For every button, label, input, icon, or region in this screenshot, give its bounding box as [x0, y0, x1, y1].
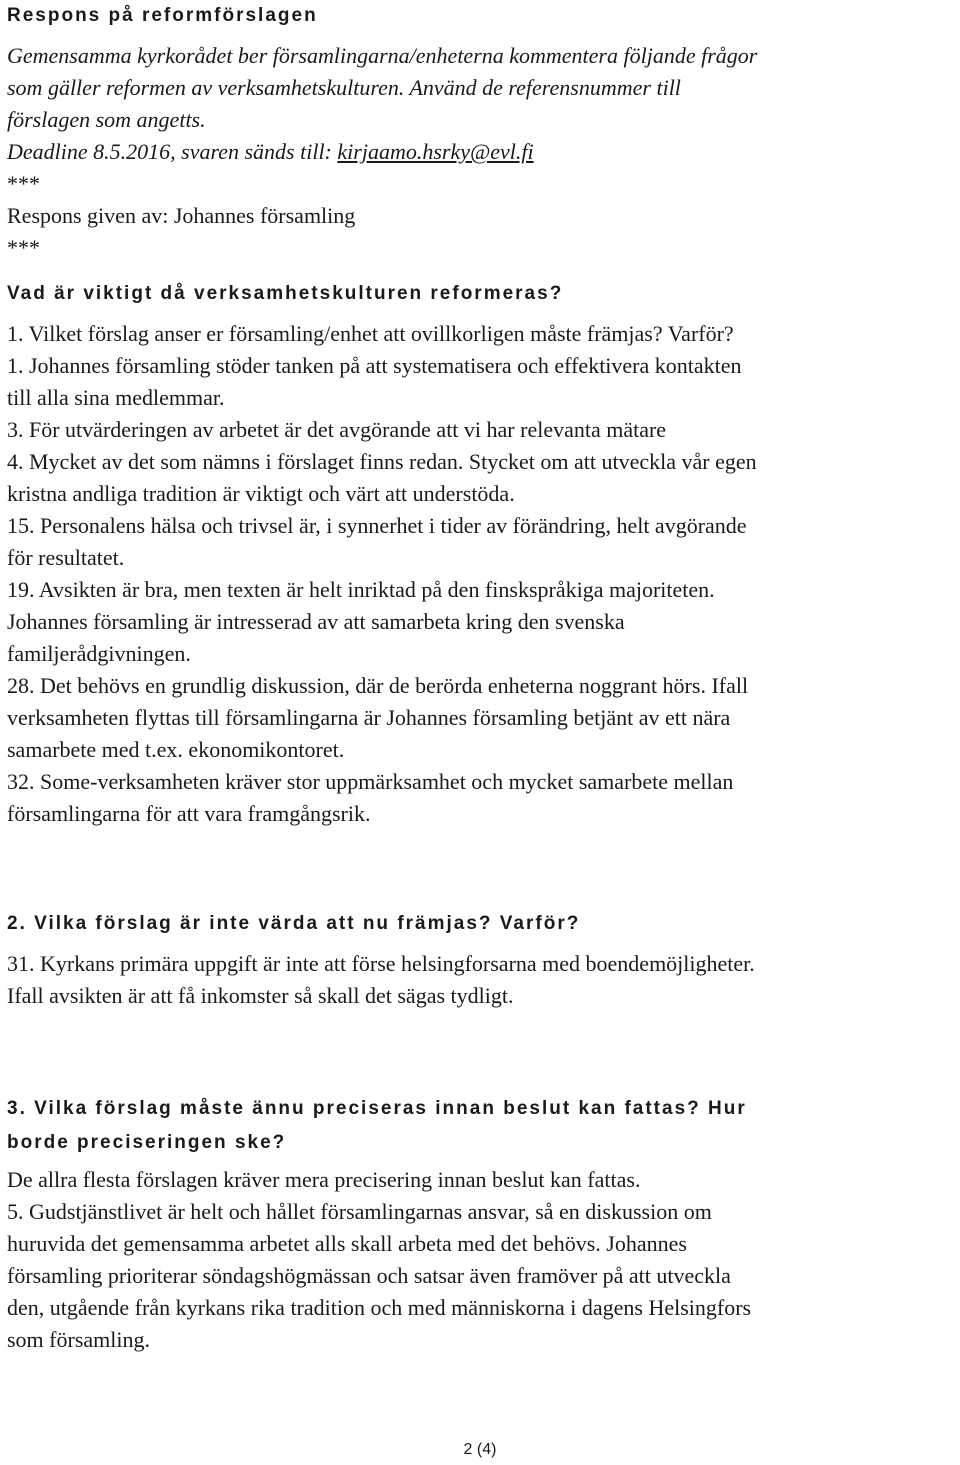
intro-line: som gäller reformen av verksamhetskulturen. Använd de referensnummer till — [7, 75, 681, 100]
deadline-line — [7, 136, 757, 168]
answer-line: 28. Det behövs en grundlig diskussion, där de berörda enheterna noggrant hörs. Ifall — [7, 673, 749, 698]
section3-heading-line: borde preciseringen ske? — [7, 1132, 287, 1153]
answer-line: huruvida det gemensamma arbetet alls skall arbeta med det behövs. Johannes — [7, 1231, 687, 1256]
page-number: 2 (4) — [463, 1441, 497, 1458]
section1-question: 1. Vilket förslag anser er församling/enhet att ovillkorligen måste främjas? Varför? — [7, 321, 734, 346]
answer-line: De allra flesta förslagen kräver mera precisering innan beslut kan fattas. — [7, 1167, 641, 1192]
answer-line: Ifall avsikten är att få inkomster så skall det sägas tydligt. — [7, 983, 514, 1008]
answer-line: församlingarna för att vara framgångsrik. — [7, 801, 371, 826]
answer-line: 4. Mycket av det som nämns i förslaget finns redan. Stycket om att utveckla vår egen — [7, 449, 757, 474]
section2-heading: 2. Vilka förslag är inte värda att nu främjas? Varför? — [7, 913, 581, 934]
answer-line: församling prioriterar söndagshögmässan och satsar även framöver på att utveckla — [7, 1263, 731, 1288]
deadline-text: Deadline 8.5.2016, svaren sänds till: — [7, 139, 338, 164]
answer-line: samarbete med t.ex. ekonomikontoret. — [7, 737, 345, 762]
answer-line: kristna andliga tradition är viktigt och värt att understöda. — [7, 481, 515, 506]
answer-line: 5. Gudstjänstlivet är helt och hållet församlingarnas ansvar, så en diskussion om — [7, 1199, 712, 1224]
answer-line: 31. Kyrkans primära uppgift är inte att förse helsingforsarna med boendemöjligheter. — [7, 951, 755, 976]
answer-line: för resultatet. — [7, 545, 125, 570]
respondent: Respons given av: Johannes församling — [7, 203, 356, 228]
answer-line: den, utgående från kyrkans rika tradition och med människorna i dagens Helsingfors — [7, 1295, 752, 1320]
answer-line: som församling. — [7, 1327, 150, 1352]
answer-line: 3. För utvärderingen av arbetet är det avgörande att vi har relevanta mätare — [7, 417, 667, 442]
section1-body — [7, 318, 757, 830]
answer-line: till alla sina medlemmar. — [7, 385, 225, 410]
intro-line: Gemensamma kyrkorådet ber församlingarna/enheterna kommentera följande frågor — [7, 43, 758, 68]
separator: *** — [7, 171, 40, 196]
answer-line: 15. Personalens hälsa och trivsel är, i synnerhet i tider av förändring, helt avgörande — [7, 513, 747, 538]
answer-line: 32. Some-verksamheten kräver stor uppmärksamhet och mycket samarbete mellan — [7, 769, 734, 794]
document-title: Respons på reformförslagen — [7, 5, 318, 26]
intro-block — [7, 40, 757, 168]
answer-line: Johannes församling är intresserad av att samarbeta kring den svenska — [7, 609, 625, 634]
section1-heading: Vad är viktigt då verksamhetskulturen reformeras? — [7, 283, 564, 304]
answer-line: 1. Johannes församling stöder tanken på att systematisera och effektivera kontakten — [7, 353, 742, 378]
section2-body — [7, 948, 755, 1012]
answer-line: familjerådgivningen. — [7, 641, 191, 666]
separator: *** — [7, 235, 40, 260]
section3-heading-line: 3. Vilka förslag måste ännu preciseras innan beslut kan fattas? Hur — [7, 1098, 747, 1119]
answer-line: verksamheten flyttas till församlingarna är Johannes församling betjänt av ett nära — [7, 705, 731, 730]
intro-line: förslagen som angetts. — [7, 107, 206, 132]
section3-heading — [7, 1092, 747, 1160]
section3-body — [7, 1164, 751, 1356]
answer-line: 19. Avsikten är bra, men texten är helt inriktad på den finskspråkiga majoriteten. — [7, 577, 715, 602]
email-link[interactable]: kirjaamo.hsrky@evl.fi — [337, 139, 534, 164]
